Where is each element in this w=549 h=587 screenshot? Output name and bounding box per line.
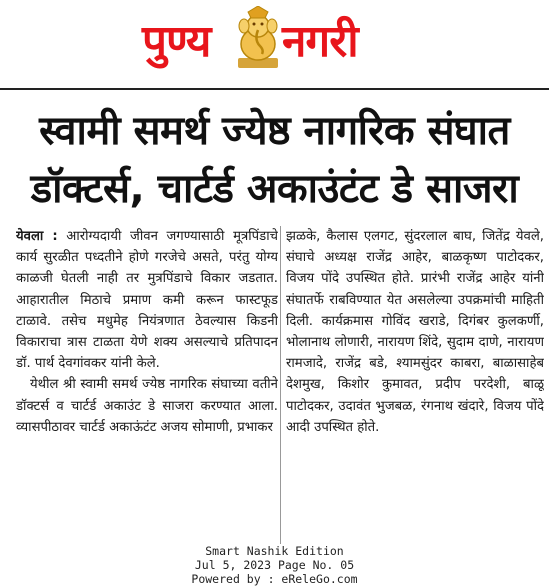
masthead [0, 0, 549, 84]
article-paragraph-1 [16, 226, 278, 374]
article-paragraph-2: येथील श्री स्वामी समर्थ ज्येष्ठ नागरिक संघाच्या वतीने डॉक्टर्स व चार्टर्ड अकाउंट डे साजरा करण्यात आला. व्यासपीठावर चार्टर्ड अकाऊंटंट अजय सोमाणी, प्रभाकर [16, 377, 278, 435]
brand-name-left: पुण्य [142, 16, 211, 67]
headline-line-1: स्वामी समर्थ ज्येष्ठ नागरिक संघात [39, 108, 510, 154]
footer-powered-by: Powered by : eReleGo.com [191, 572, 358, 586]
edition-footer [0, 544, 549, 586]
header-rule [0, 88, 549, 90]
headline-line-2: डॉक्टर्स, चार्टर्ड अकाउंटंट डे साजरा [30, 166, 519, 212]
footer-date-page: Jul 5, 2023 Page No. 05 [194, 558, 355, 572]
article-column-right [286, 226, 544, 544]
column-divider [280, 226, 281, 544]
dateline: येवला : [16, 229, 58, 244]
brand-name-right: नगरी [282, 16, 358, 67]
article-paragraph-1-text: आरोग्यदायी जीवन जगण्यासाठी मूत्रपिंडाचे कार्य सुरळीत पध्दतीने होणे गरजेचे असते, परंतु योग्य काळजी घेतली नाही तर मुत्रपिंडाचे विकार जडतात. आहारातील मिठाचे प्रमाण कमी करून फास्टफूड टाळावे. तसेच मधुमेह नियंत्रणात ठेवल्यास किडनी विकाराचा त्रास टाळता येणे शक्य असल्याचे प्रतिपादन डॉ. पार्थ देवगांवकर यांनी केले. [16, 229, 278, 372]
article-column-left [16, 226, 278, 544]
article-paragraph-3: झळके, कैलास एलगट, सुंदरलाल बाघ, जितेंद्र येवले, संघाचे अध्यक्ष राजेंद्र आहेर, बाळकृष्ण पाटोदकर, विजय पोंदे उपस्थित होते. प्रारंभी राजेंद्र आहेर यांनी संघातर्फे राबविण्यात येत असलेल्या उपक्रमांची माहिती दिली. कार्यक्रमास गोविंद खराडे, दिगंबर कुलकर्णी, भोलानाथ लोणारी, नारायण शिंदे, सुदाम दाणे, नारायण रामजादे, राजेंद्र बडे, श्यामसुंदर काबरा, बाळासाहेब देशमुख, किशोर कुमावत, प्रदीप परदेशी, बाळू पाटोदकर, उदावंत भुजबळ, रंगनाथ खंदारे, विजय पोंदे आदी उपस्थित होते. [286, 229, 544, 435]
ganesha-logo-icon [232, 6, 284, 72]
footer-edition: Smart Nashik Edition [205, 544, 344, 558]
